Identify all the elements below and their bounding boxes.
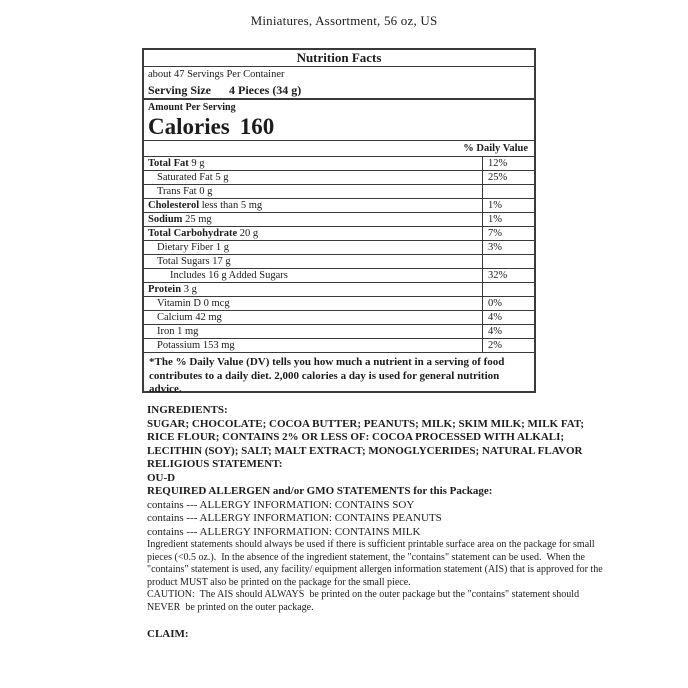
ingredients-label: INGREDIENTS: (147, 404, 228, 416)
nutrient-row: Cholesterol less than 5 mg 1% (144, 199, 534, 213)
religious-statement-value: OU-D (147, 471, 176, 484)
nutrient-row: Trans Fat 0 g (144, 185, 534, 199)
religious-statement-label: RELIGIOUS STATEMENT: (147, 458, 283, 470)
allergen-line: contains --- ALLERGY INFORMATION: CONTAINS SOY (147, 498, 415, 511)
nutrient-row: Protein 3 g (144, 283, 534, 297)
nutrition-facts-title: Nutrition Facts (144, 50, 534, 67)
daily-value-footnote: *The % Daily Value (DV) tells you how much a nutrient in a serving of food contributes to a daily diet. 2,000 calories a day is used for general nutrition advice. (149, 356, 505, 395)
allergen-line: contains --- ALLERGY INFORMATION: CONTAINS MILK (147, 525, 421, 538)
daily-value-header: % Daily Value (144, 141, 534, 157)
details-section (147, 404, 607, 642)
nutrient-row: Dietary Fiber 1 g 3% (144, 241, 534, 255)
nutrient-row: Includes 16 g Added Sugars 32% (144, 269, 534, 283)
serving-size-label: Serving Size (148, 83, 211, 97)
calories-value: 160 (239, 114, 275, 139)
amount-per-serving: Amount Per Serving (148, 102, 236, 113)
servings-per-container: about 47 Servings Per Container (148, 69, 285, 80)
allergen-lines (147, 499, 607, 540)
serving-size-row (144, 82, 534, 100)
nutrient-row: Potassium 153 mg 2% (144, 339, 534, 353)
nutrient-row: Saturated Fat 5 g 25% (144, 171, 534, 185)
nutrient-row: Sodium 25 mg 1% (144, 213, 534, 227)
nutrient-row: Total Carbohydrate 20 g 7% (144, 227, 534, 241)
nutrient-rows (144, 157, 534, 353)
nutrient-row: Total Sugars 17 g (144, 255, 534, 269)
allergen-statements-header: REQUIRED ALLERGEN and/or GMO STATEMENTS for this Package: (147, 485, 493, 497)
nutrition-facts-panel (142, 48, 536, 393)
page-title: Miniatures, Assortment, 56 oz, US (250, 13, 438, 28)
allergen-line: contains --- ALLERGY INFORMATION: CONTAINS PEANUTS (147, 512, 442, 524)
nutrient-row: Total Fat 9 g 12% (144, 157, 534, 171)
ingredients-text: SUGAR; CHOCOLATE; COCOA BUTTER; PEANUTS; MILK; SKIM MILK; MILK FAT; RICE FLOUR; CONTAINS 2% OR LESS OF: COCOA PROCESSED WITH ALKALI; LECITHIN (SOY); SALT; MALT EXTRACT; MONOGLYCERIDES; NATURAL FLAVOR (147, 417, 587, 457)
serving-size-value: 4 Pieces (34 g) (229, 83, 302, 97)
claim-label: CLAIM: (147, 628, 189, 640)
calories-label: Calories (148, 114, 230, 139)
nutrient-row: Vitamin D 0 mcg 0% (144, 297, 534, 311)
caution-text: CAUTION: The AIS should ALWAYS be printed on the outer package but the "contains" statement should NEVER be printed on the outer package. (147, 589, 582, 613)
nutrient-row: Calcium 42 mg 4% (144, 311, 534, 325)
nutrient-row: Iron 1 mg 4% (144, 325, 534, 339)
calories-row (144, 114, 534, 141)
guidance-text: Ingredient statements should always be used if there is sufficient printable surface area on the package for small pieces (<0.5 oz.). In the absence of the ingredient statement, the "contains" statement can be used. When the "contains" statement is used, any facility/ equipment allergen information statement (AIS) that is approved for the product MUST also be printed on the package for the small piece. (147, 539, 606, 588)
